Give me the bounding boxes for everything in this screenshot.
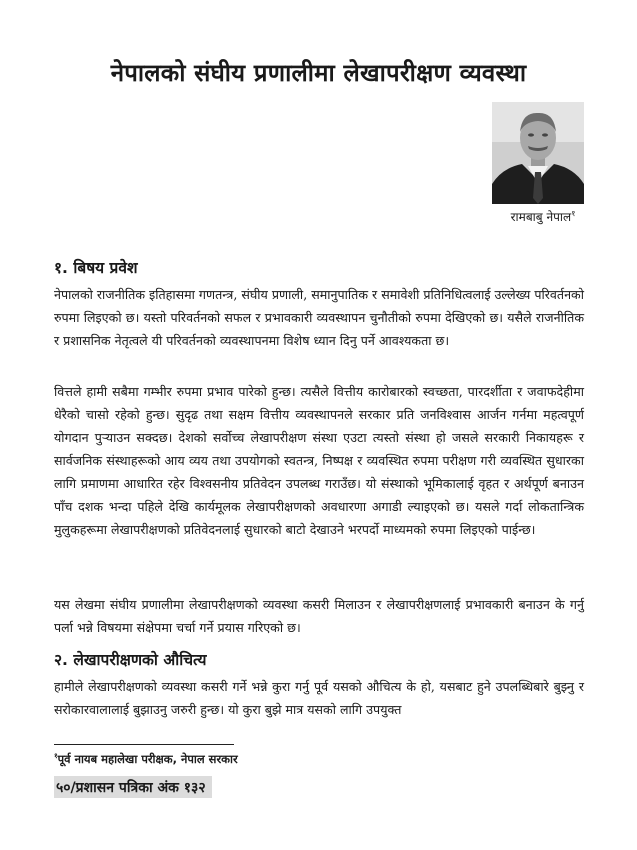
section-1-paragraph-1: नेपालको राजनीतिक इतिहासमा गणतन्त्र, संघीय प्रणाली, समानुपातिक र समावेशी प्रतिनिधित्वलाई उल्लेख्य परिवर्तनको रुपमा लिइएको छ। यस्तो परिवर्तनको सफल र प्रभावकारी व्यवस्थापन चुनौतीको रुपमा देखिएको छ। यसैले राजनीतिक र प्रशासनिक नेतृत्वले यी परिवर्तनको व्यवस्थापनमा विशेष ध्यान दिनु पर्ने आवश्यकता छ। [54, 287, 584, 348]
author-photo [492, 102, 584, 204]
section-1-heading: १. बिषय प्रवेश [54, 259, 138, 277]
section-2-paragraph-1: हामीले लेखापरीक्षणको व्यवस्था कसरी गर्ने भन्ने कुरा गर्नु पूर्व यसको औचित्य के हो, यसबाट हुने उपलब्धिबारे बुझ्नु र सरोकारवालालाई बुझाउनु जरुरी हुन्छ। यो कुरा बुझे मात्र यसको लागि उपयुक्त [54, 679, 584, 717]
footnote-divider [54, 744, 234, 745]
page-folio: ५०/प्रशासन पत्रिका अंक १३२ [54, 776, 212, 798]
footnote-text: पूर्व नायब महालेखा परीक्षक, नेपाल सरकार [57, 752, 238, 766]
section-1-paragraph-3: यस लेखमा संघीय प्रणालीमा लेखापरीक्षणको व्यवस्था कसरी मिलाउन र लेखापरीक्षणलाई प्रभावकारी बनाउन के गर्नु पर्ला भन्ने विषयमा संक्षेपमा चर्चा गर्ने प्रयास गरिएको छ। [54, 597, 584, 635]
author-portrait-image [492, 102, 584, 204]
article-title: नेपालको संघीय प्रणालीमा लेखापरीक्षण व्यवस्था [110, 59, 527, 87]
section-1-paragraph-2: वित्तले हामी सबैमा गम्भीर रुपमा प्रभाव पारेको हुन्छ। त्यसैले वित्तीय कारोबारको स्वच्छता, पारदर्शीता र जवाफदेहीमा धेरैको चासो रहेको हुन्छ। सुदृढ तथा सक्षम वित्तीय व्यवस्थापनले सरकार प्रति जनविश्वास आर्जन गर्नमा महत्वपूर्ण योगदान पुऱ्याउन सक्दछ। देशको सर्वोच्च लेखापरीक्षण संस्था एउटा त्यस्तो संस्था हो जसले सरकारी निकायहरू र सार्वजनिक संस्थाहरूको आय व्यय तथा उपयोगको स्वतन्त्र, निष्पक्ष र व्यवस्थित रुपमा परीक्षण गरी व्यवस्थित सुधारका लागि प्रमाणमा आधारित रहेर विश्वसनीय प्रतिवेदन उपलब्ध गराउँछ। यो संस्थाको भूमिकालाई वृहत र अर्थपूर्ण बनाउन पाँच दशक भन्दा पहिले देखि कार्यमूलक लेखापरीक्षणको अवधारणा अगाडी ल्याइएको छ। यसले गर्दा लोकतान्त्रिक मुलुकहरूमा लेखापरीक्षणको प्रतिवेदनलाई सुधारको बाटो देखाउने भरपर्दो माध्यमको रुपमा लिइएको पाईन्छ। [54, 384, 584, 537]
author-name-text: रामबाबु नेपाल [510, 210, 572, 224]
footnote [54, 752, 238, 767]
author-name [488, 208, 598, 225]
footnote-marker: १ [54, 752, 58, 761]
author-footnote-marker: १ [571, 209, 576, 218]
section-2-heading: २. लेखापरीक्षणको औचित्य [54, 651, 207, 669]
